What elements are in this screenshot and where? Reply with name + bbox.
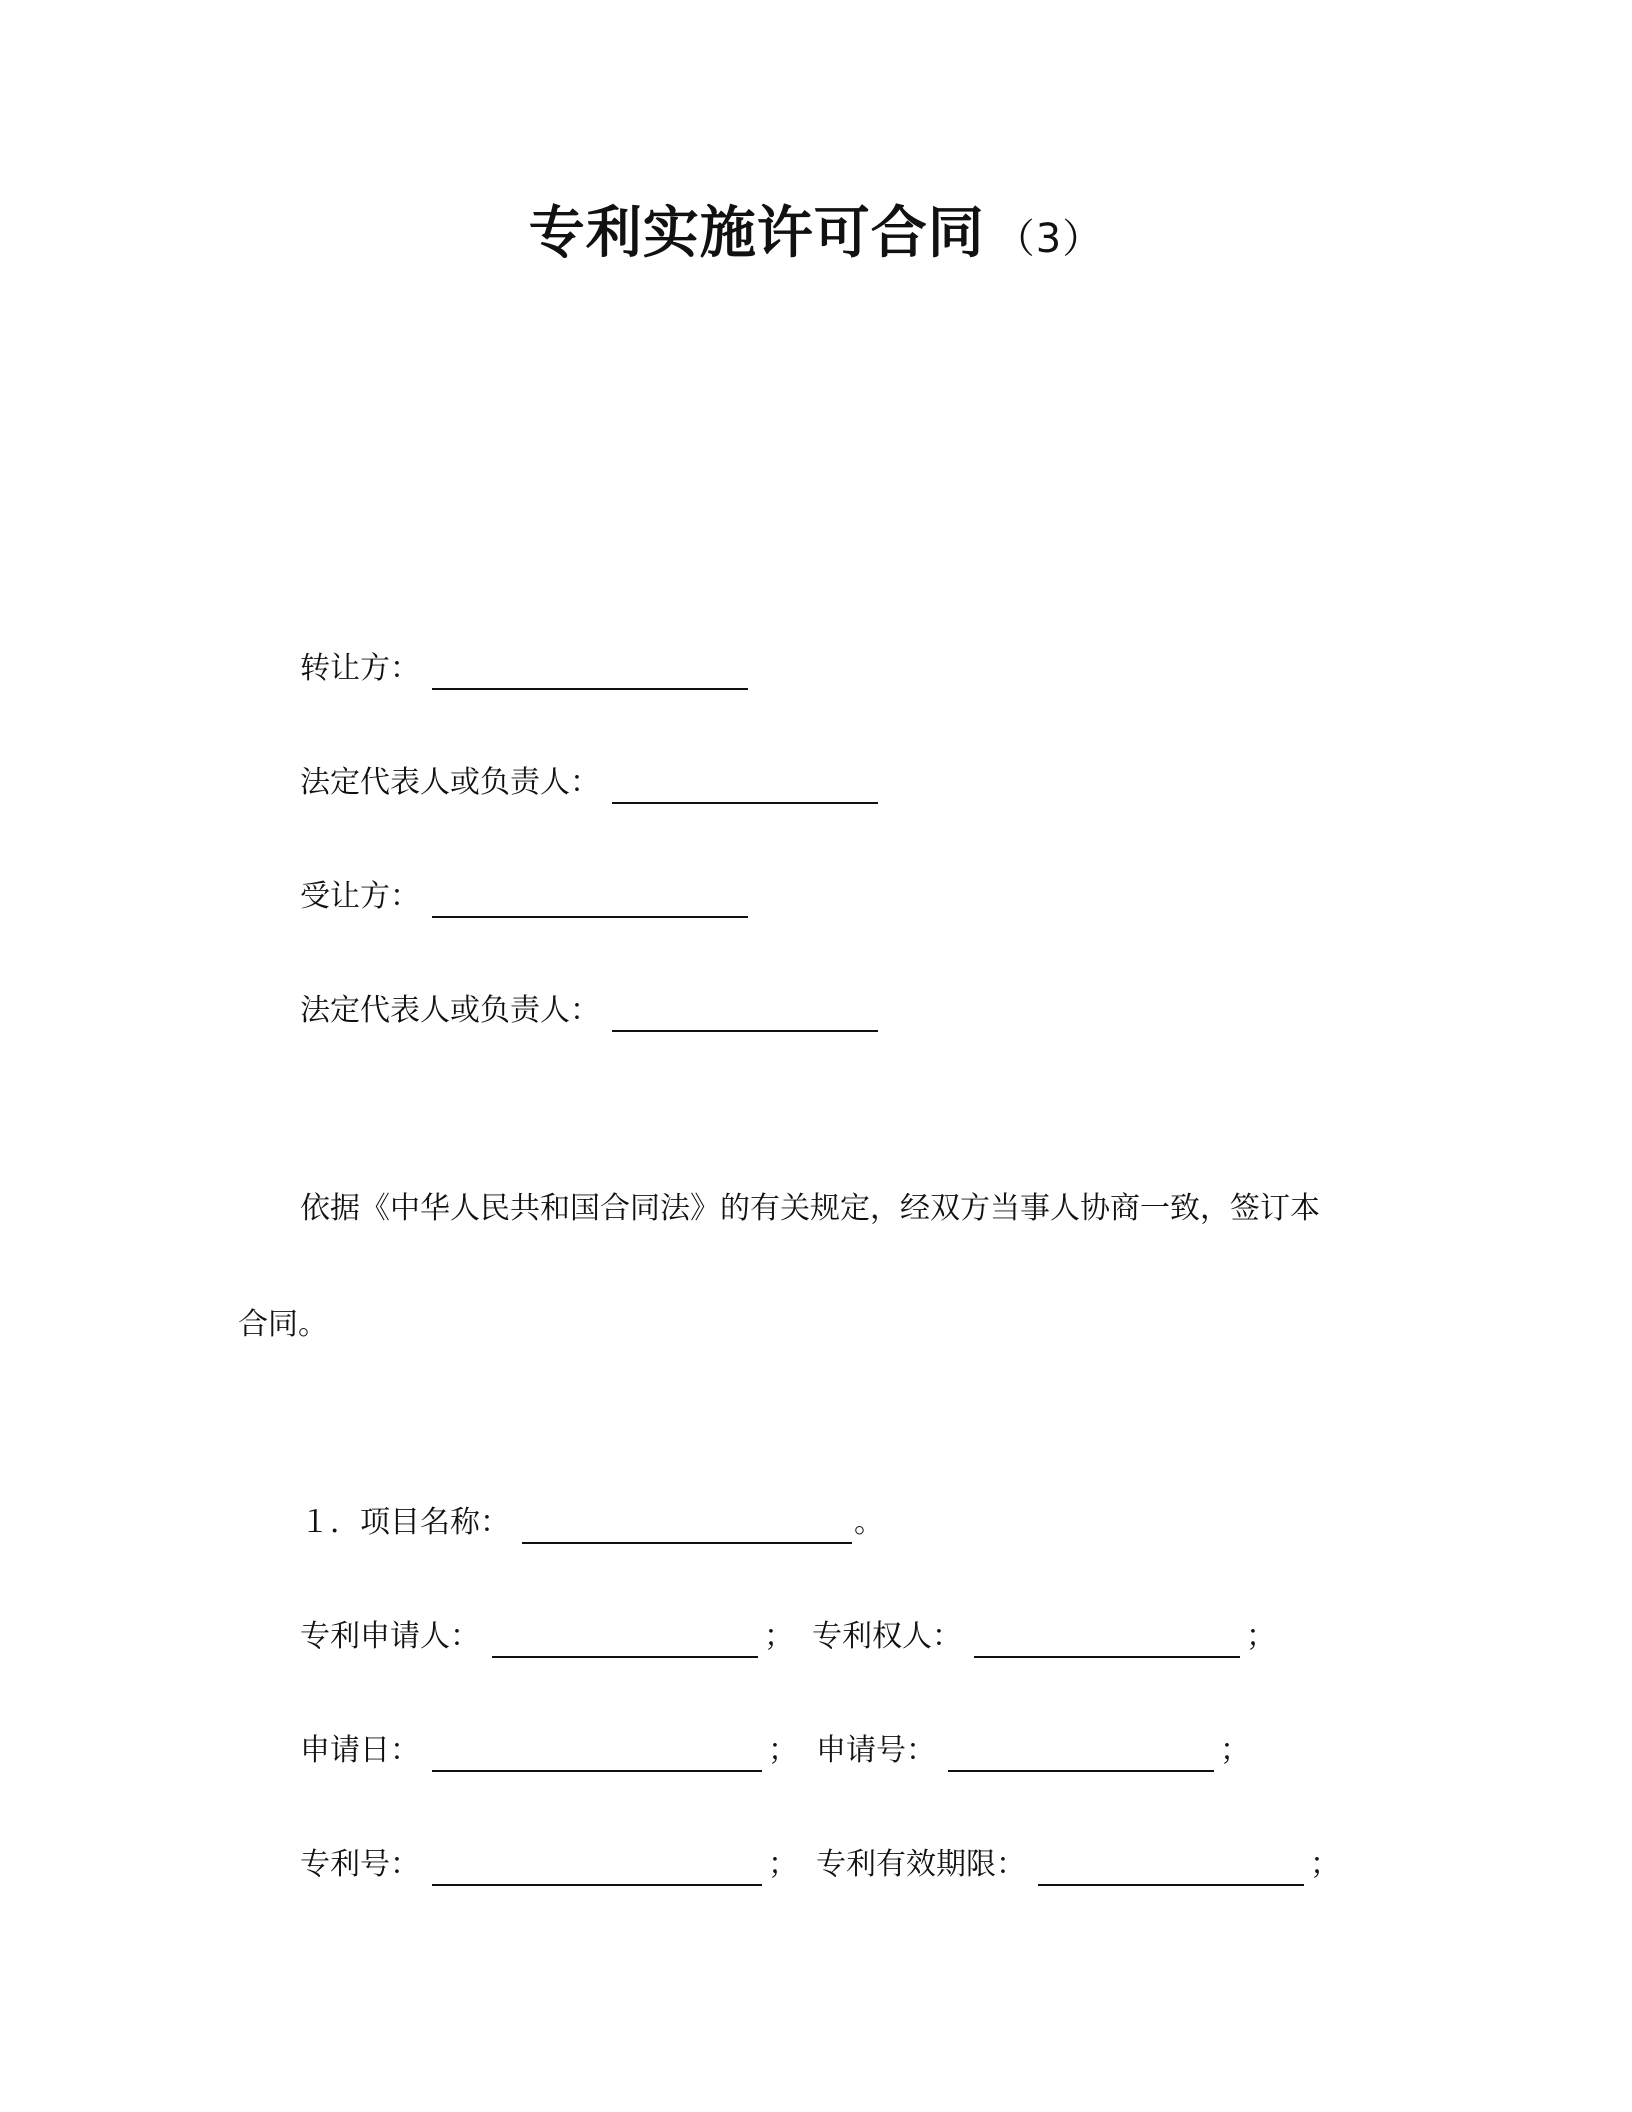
transferor-row: [300, 648, 754, 690]
applicant-label: 专利申请人：: [300, 1619, 480, 1654]
preamble-line-2: 合同。: [238, 1307, 328, 1342]
semicolon: ；: [764, 1619, 794, 1654]
transferee-field[interactable]: [432, 882, 748, 918]
transferor-field[interactable]: [432, 654, 748, 690]
semicolon: ；: [1246, 1619, 1276, 1654]
semicolon: ；: [768, 1847, 798, 1882]
transferor-rep-label: 法定代表人或负责人：: [300, 765, 600, 800]
title-text: 专利实施许可合同: [528, 201, 985, 266]
transferee-rep-row: [300, 990, 884, 1032]
transferor-rep-row: [300, 762, 884, 804]
title-suffix: （3）: [994, 216, 1104, 262]
patent-no-field[interactable]: [432, 1850, 762, 1886]
patentee-field[interactable]: [974, 1622, 1240, 1658]
preamble-line-1: 依据《中华人民共和国合同法》的有关规定，经双方当事人协商一致，签订本: [300, 1191, 1320, 1226]
application-no-field[interactable]: [948, 1736, 1214, 1772]
applicant-row: [300, 1616, 1276, 1658]
patent-no-row: [300, 1844, 1340, 1886]
transferee-rep-label: 法定代表人或负责人：: [300, 993, 600, 1028]
application-date-label: 申请日：: [300, 1733, 420, 1768]
transferor-label: 转让方：: [300, 651, 420, 686]
patentee-label: 专利权人：: [812, 1619, 962, 1654]
validity-label: 专利有效期限：: [816, 1847, 1026, 1882]
project-name-field[interactable]: [522, 1508, 852, 1544]
application-no-label: 申请号：: [816, 1733, 936, 1768]
transferee-row: [300, 876, 754, 918]
project-name-end: 。: [854, 1505, 884, 1540]
validity-field[interactable]: [1038, 1850, 1304, 1886]
project-name-row: [300, 1502, 884, 1544]
application-row: [300, 1730, 1250, 1772]
applicant-field[interactable]: [492, 1622, 758, 1658]
semicolon: ；: [768, 1733, 798, 1768]
application-date-field[interactable]: [432, 1736, 762, 1772]
semicolon: ；: [1220, 1733, 1250, 1768]
transferor-rep-field[interactable]: [612, 768, 878, 804]
patent-no-label: 专利号：: [300, 1847, 420, 1882]
document-title: [0, 198, 1632, 275]
semicolon: ；: [1310, 1847, 1340, 1882]
transferee-label: 受让方：: [300, 879, 420, 914]
transferee-rep-field[interactable]: [612, 996, 878, 1032]
project-name-label: １．项目名称：: [300, 1505, 510, 1540]
